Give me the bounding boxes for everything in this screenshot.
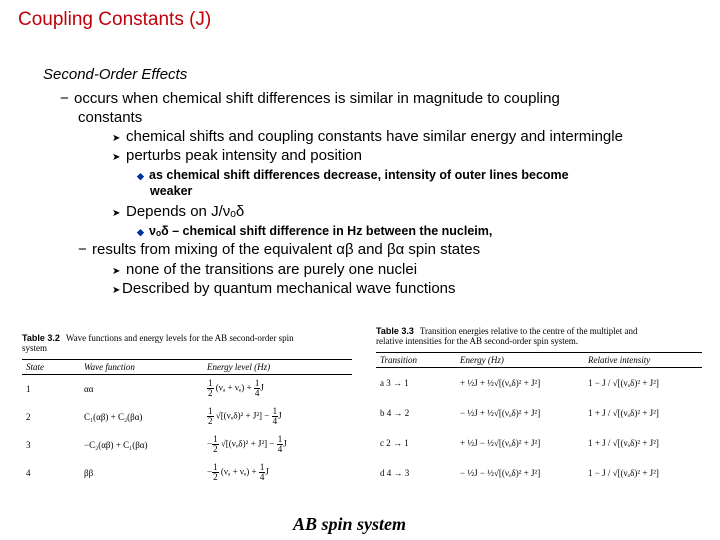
energy-term: (νₐ + νₑ) +: [215, 382, 252, 393]
energy-j: J: [283, 438, 287, 449]
energy-cell: [203, 403, 352, 431]
arrow-icon: ➤: [112, 285, 121, 296]
table-3-2-figure: [22, 333, 352, 487]
figure-caption: AB spin system: [293, 514, 407, 534]
fraction-denominator: 2: [213, 444, 218, 454]
state-cell: 4: [26, 467, 31, 478]
table-header: State: [22, 360, 80, 375]
table-3-2: [22, 359, 352, 487]
table-row: [22, 403, 352, 431]
transition-cell: a 3 → 1: [380, 377, 409, 388]
arrow-icon: ➤: [112, 152, 121, 163]
wave-function-cell: C₁(αβ) + C₂(βα): [84, 411, 143, 422]
table-row: [22, 459, 352, 487]
wave-function-cell: αα: [84, 383, 94, 394]
transition-cell: b 4 → 2: [380, 407, 410, 418]
sub-bullet-1-text: chemical shifts and coupling constants have similar energy and intermingle: [126, 128, 623, 145]
detail-bullet-1-continuation: weaker: [150, 184, 193, 198]
relative-intensity-cell: 1 − J / √[(νₒδ)² + J²]: [588, 377, 659, 388]
transition-cell: d 4 → 3: [380, 467, 410, 478]
sub-bullet-4: [112, 260, 417, 281]
table-row: [376, 368, 702, 398]
state-cell: 2: [26, 411, 31, 422]
detail-bullet-2: [137, 223, 492, 240]
energy-j: J: [265, 466, 269, 477]
transition-energy-cell: + ½J − ½√[(νₒδ)² + J²]: [460, 437, 541, 448]
table-row: [376, 458, 702, 488]
fraction-numerator: 1: [259, 462, 265, 472]
bullet-1: [60, 89, 560, 108]
sub-bullet-3: [112, 202, 244, 223]
detail-bullet-1: [137, 167, 569, 184]
diamond-icon: ◆: [137, 227, 144, 237]
arrow-icon: ➤: [112, 266, 121, 277]
table-3-3-figure: [376, 326, 702, 488]
sub-bullet-1: [112, 127, 623, 148]
fraction-denominator: 4: [254, 388, 260, 399]
fraction: [212, 463, 219, 482]
arrow-icon: ➤: [112, 133, 121, 144]
energy-sign: −: [207, 466, 213, 477]
detail-bullet-2-text: νₒδ – chemical shift difference in Hz between the nucleim,: [149, 224, 493, 238]
relative-intensity-cell: 1 + J / √[(νₒδ)² + J²]: [588, 437, 659, 448]
energy-term: (νₐ + νₑ) +: [220, 466, 257, 477]
fraction-numerator: 1: [272, 406, 278, 416]
table-header: Relative intensity: [584, 353, 702, 368]
table-3-2-label: Table 3.2: [22, 333, 60, 343]
table-row: [376, 398, 702, 428]
sub-bullet-3-text: Depends on J/νₒδ: [126, 203, 245, 220]
state-cell: 1: [26, 383, 31, 394]
wave-function-cell: −C₂(αβ) + C₁(βα): [84, 439, 148, 450]
transition-energy-cell: + ½J + ½√[(νₒδ)² + J²]: [460, 377, 541, 388]
fraction-denominator: 2: [213, 472, 218, 482]
fraction-numerator: 1: [208, 378, 213, 389]
fraction-numerator: 1: [277, 434, 283, 444]
bullet-2: [78, 240, 480, 259]
table-header: Energy level (Hz): [203, 360, 352, 375]
transition-energy-cell: − ½J − ½√[(νₒδ)² + J²]: [460, 467, 541, 478]
table-header: Transition: [376, 353, 456, 368]
table-row: [22, 375, 352, 403]
slide-title: Coupling Constants (J): [18, 9, 212, 30]
wave-function-cell: ββ: [84, 467, 94, 478]
energy-cell: [203, 431, 352, 459]
fraction-denominator: 4: [259, 472, 265, 482]
table-3-2-caption-line2: system: [22, 343, 48, 353]
fraction-denominator: 4: [272, 416, 278, 426]
diamond-icon: ◆: [137, 171, 144, 181]
energy-term: √[(νₒδ)² + J²] −: [215, 410, 270, 421]
dash-marker: −: [78, 241, 87, 258]
table-3-2-caption: [22, 333, 352, 353]
transition-cell: c 2 → 1: [380, 437, 409, 448]
dash-marker: −: [60, 90, 69, 107]
sub-bullet-5-text: Described by quantum mechanical wave functions: [122, 280, 456, 297]
fraction: [212, 435, 219, 454]
sub-bullet-5: [112, 279, 456, 300]
state-cell: 3: [26, 439, 31, 450]
table-row: [22, 431, 352, 459]
relative-intensity-cell: 1 − J / √[(νₒδ)² + J²]: [588, 467, 659, 478]
energy-sign: −: [207, 438, 213, 449]
sub-bullet-4-text: none of the transitions are purely one nuclei: [126, 261, 418, 278]
table-3-2-caption-line1: Wave functions and energy levels for the AB second-order spin: [65, 333, 294, 343]
arrow-icon: ➤: [112, 208, 121, 219]
relative-intensity-cell: 1 + J / √[(νₒδ)² + J²]: [588, 407, 659, 418]
fraction-denominator: 2: [208, 388, 213, 399]
sub-bullet-2-text: perturbs peak intensity and position: [126, 147, 362, 164]
detail-bullet-1-text: as chemical shift differences decrease, intensity of outer lines become: [149, 168, 569, 182]
sub-bullet-2: [112, 146, 362, 167]
energy-cell: [203, 459, 352, 487]
table-3-3-caption-line1: Transition energies relative to the centre of the multiplet and: [419, 326, 638, 336]
bullet-1-continuation: constants: [78, 109, 143, 126]
table-3-3: [376, 352, 702, 488]
table-3-3-caption-line2: relative intensities for the AB second-order spin system.: [376, 336, 578, 346]
table-row: [376, 428, 702, 458]
bullet-1-text: occurs when chemical shift differences is similar in magnitude to coupling: [74, 90, 560, 107]
fraction-denominator: 4: [277, 444, 283, 454]
transition-energy-cell: − ½J + ½√[(νₒδ)² + J²]: [460, 407, 541, 418]
energy-j: J: [278, 410, 282, 421]
section-heading: Second-Order Effects: [43, 66, 188, 83]
table-header: Wave function: [80, 360, 203, 375]
energy-j: J: [260, 382, 264, 393]
table-header: Energy (Hz): [456, 353, 584, 368]
fraction: [207, 407, 214, 426]
energy-cell: [203, 375, 352, 403]
fraction-numerator: 1: [213, 434, 218, 444]
bullet-2-text: results from mixing of the equivalent αβ and βα spin states: [92, 241, 481, 258]
fraction: [207, 379, 214, 398]
fraction-denominator: 2: [208, 416, 213, 426]
fraction-numerator: 1: [208, 406, 213, 416]
table-3-3-label: Table 3.3: [376, 326, 414, 336]
energy-term: √[(νₒδ)² + J²] −: [220, 438, 275, 449]
table-3-3-caption: [376, 326, 702, 346]
fraction-numerator: 1: [254, 378, 260, 389]
fraction-numerator: 1: [213, 462, 218, 472]
